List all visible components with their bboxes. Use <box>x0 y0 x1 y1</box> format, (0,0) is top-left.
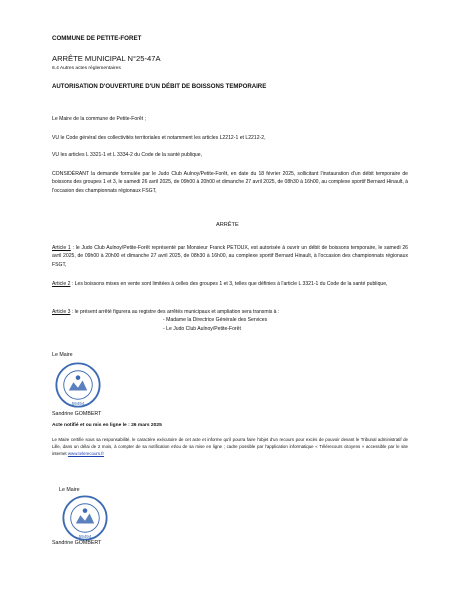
arrete-heading: ARRÊTE <box>216 222 239 228</box>
preamble-maire: Le Maire de la commune de Petite-Forêt ; <box>52 116 146 122</box>
telerecours-link[interactable]: www.telerecours.fr <box>67 450 104 456</box>
article-3-label: Article 3 <box>52 309 71 315</box>
article-3-text: : le présent arrêté figurera au registre des arrêtés municipaux et ampliation sera transmis à : <box>70 309 280 315</box>
recourse-text: Le Maire certifie sous sa responsabilité, le caractère exécutoire de cet acte et informe qu'il pourra faire l'objet d'un recours pour excès de pouvoir devant le Tribunal administratif de Lille, dans un délai de 2 mois, à compter de sa notification et/ou de sa mise en ligne ; cadre possible par l'application informatique « Télérecours citoyens » accessible par le site internet <box>52 437 408 456</box>
signature-2-name: Sandrine GOMBERT <box>52 540 102 546</box>
article-2 <box>52 280 408 288</box>
article-3 <box>52 308 408 316</box>
act-category: 6.4 Autres actes réglementaires <box>52 66 121 71</box>
commune-name: COMMUNE DE PETITE-FORET <box>52 35 142 42</box>
recourse-notice <box>52 437 408 457</box>
article-1 <box>52 244 408 269</box>
town-seal-stamp <box>55 362 101 408</box>
recipient-judo-club: - Le Judo Club Aulnoy/Petite-Forêt <box>163 326 241 332</box>
visa-cgct: VU le Code général des collectivités territoriales et notamment les articles L2212-1 et L2212-2, <box>52 135 266 141</box>
recipient-dgs: - Madame la Directrice Générale des Services <box>163 317 268 323</box>
visa-sante-publique: VU les articles L 3321-1 et L 3334-2 du Code de la santé publique, <box>52 152 202 158</box>
arrete-number: ARRÊTE MUNICIPAL N°25-47A <box>52 54 161 63</box>
article-2-text: : Les boissons mises en vente sont limitées à celles des groupes 1 et 3, telles que définies à l'article L 3321-1 du Code de la santé publique, <box>70 281 388 287</box>
publication-date: Acte notifié et ou mis en ligne le : 26 mars 2025 <box>52 423 162 428</box>
svg-text:59494: 59494 <box>71 401 85 407</box>
svg-text:59494: 59494 <box>78 534 92 540</box>
signature-2-role: Le Maire <box>59 487 80 493</box>
considerant-paragraph: CONSIDÉRANT la demande formulée par le Judo Club Aulnoy/Petite-Forêt, en date du 18 février 2025, sollicitant l'instauration d'un débit temporaire de boissons des groupes 1 et 3, le samedi 26 avril 2025, de 09h00 à 20h00 et dimanche 27 avril 2025, de 08h30 à 16h00, au complexe sportif Bernard Hinault, à l'occasion des championnats régionaux FSGT, <box>52 171 408 194</box>
town-seal-stamp-2 <box>62 495 108 541</box>
signature-1-role: Le Maire <box>52 352 73 358</box>
article-2-label: Article 2 <box>52 281 71 287</box>
article-1-text: : le Judo Club Aulnoy/Petite-Forêt représenté par Monsieur Franck PETOUX, est autorisée à ouvrir un débit de boissons temporaire, le samedi 26 avril 2025, de 09h00 à 20h00 et dimanche 27 avril 2025, de 08h30 à 16h00, au complexe sportif Bernard Hinault, à l'occasion des championnats régionaux FSGT, <box>52 245 409 268</box>
signature-1-name: Sandrine GOMBERT <box>52 411 102 417</box>
article-1-label: Article 1 <box>52 245 71 251</box>
document-title: AUTORISATION D'OUVERTURE D'UN DÉBIT DE BOISSONS TEMPORAIRE <box>52 83 267 90</box>
